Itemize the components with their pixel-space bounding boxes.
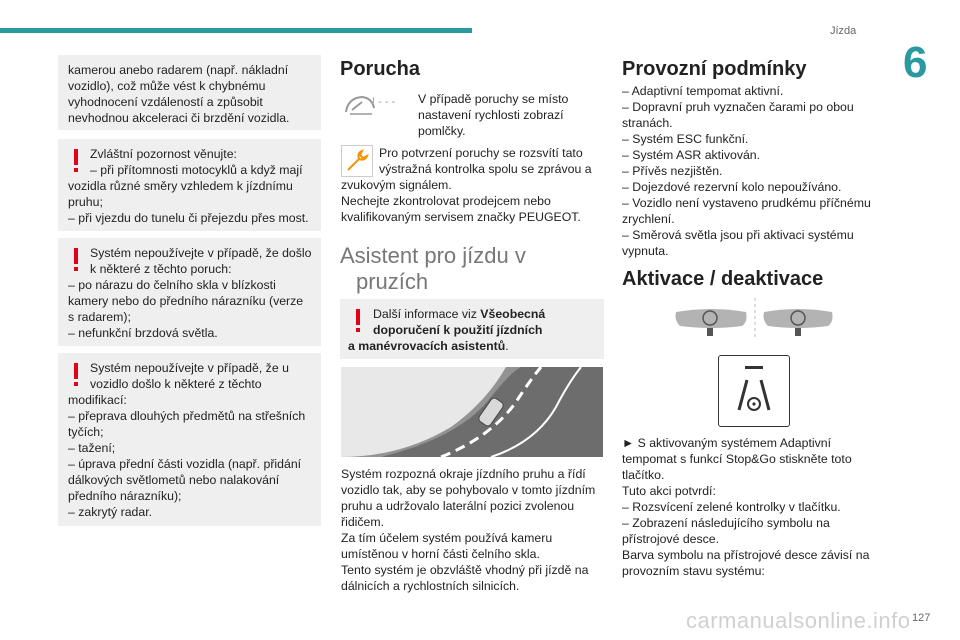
text-line: Pro potvrzení poruchy se rozsvítí tato xyxy=(379,146,583,160)
text-line: pruhu; xyxy=(68,195,103,209)
text-line: dálkových světlometů nebo nalakování xyxy=(68,473,280,487)
heading-line: Asistent pro jízdu v xyxy=(340,243,526,268)
text-line: vyhodnocení vzdáleností a způsobit xyxy=(68,95,263,109)
section-title: Jízda xyxy=(830,25,857,37)
lane-keep-button[interactable] xyxy=(718,355,790,427)
text-line: předního nárazníku); xyxy=(68,489,182,503)
text-line: tyčích; xyxy=(68,425,104,439)
text-line: vypnuta. xyxy=(622,244,669,258)
text-line: V případě poruchy se místo xyxy=(418,92,569,106)
warning-exclamation-icon xyxy=(72,149,80,173)
header-accent-bar xyxy=(0,28,472,33)
text-line: nevhodnou akceleraci či brzdění vozidla. xyxy=(68,111,290,125)
warning-exclamation-icon xyxy=(354,309,362,333)
heading-conditions: Provozní podmínky xyxy=(622,58,807,80)
text-line: nastavení rychlosti zobrazí xyxy=(418,108,564,122)
text-line: stranách. xyxy=(622,116,673,130)
text-line: Nechejte zkontrolovat prodejcem nebo xyxy=(341,194,551,208)
watermark: carmanualsonline.info xyxy=(686,608,911,633)
lane-illustration xyxy=(341,367,603,457)
link-text[interactable]: doporučení k použití jízdních xyxy=(373,323,543,337)
chapter-number: 6 xyxy=(903,38,928,87)
page-number: 127 xyxy=(912,612,931,624)
info-box xyxy=(340,299,604,359)
text-line: zrychlení. xyxy=(622,212,675,226)
lane-assist-body xyxy=(341,466,595,594)
text-line: – Směrová světla jsou při aktivaci systému xyxy=(622,228,854,242)
conditions-list xyxy=(622,83,871,259)
text-span: Další informace viz xyxy=(373,307,481,321)
text-line: s radarem); xyxy=(68,310,131,324)
text-line: modifikací: xyxy=(68,393,127,407)
text-line: Zvláštní pozornost věnujte: xyxy=(90,147,237,161)
fault-text xyxy=(418,91,568,139)
text-line: kamerou anebo radarem (např. nákladní xyxy=(68,63,289,77)
text-line: – zakrytý radar. xyxy=(68,505,153,519)
text-line: Tuto akci potvrdí: xyxy=(622,484,716,498)
text-line: – Systém ESC funkční. xyxy=(622,132,749,146)
text-line: – Přívěs nezjištěn. xyxy=(622,164,723,178)
text-line: Za tím účelem systém používá kameru xyxy=(341,531,553,545)
lane-assist-icon xyxy=(719,356,789,426)
text-line: – Zobrazení následujícího symbolu na xyxy=(622,516,830,530)
text-line: pruhu a udržovalo laterální pozici zvolenou xyxy=(341,499,575,513)
text-line: – při přítomnosti motocyklů a když mají xyxy=(90,163,303,177)
warning-box-modifications xyxy=(58,353,321,526)
text-line: – přeprava dlouhých předmětů na střešních xyxy=(68,409,306,423)
text-line: ► S aktivovaným systémem Adaptivní xyxy=(622,436,831,450)
text-line: zvukovým signálem. xyxy=(341,178,452,192)
text-line: tempomat s funkcí Stop&Go stiskněte toto xyxy=(622,452,852,466)
text-line: – Rozsvícení zelené kontrolky v tlačítku. xyxy=(622,500,841,514)
dash-display: ! - - - xyxy=(372,96,396,108)
text-line: řidičem. xyxy=(341,515,385,529)
text-line: k některé z těchto poruch: xyxy=(90,262,232,276)
text-line: Systém rozpozná okraje jízdního pruhu a řídí xyxy=(341,467,586,481)
fault-display-icon xyxy=(342,92,406,118)
text-line: – úprava přední části vozidla (např. přidání xyxy=(68,457,302,471)
heading-fault: Porucha xyxy=(340,58,421,80)
steering-wheel-illustration xyxy=(672,298,838,340)
text-line: vozidlo došlo k některé z těchto xyxy=(90,377,262,391)
steering-wheels-icon xyxy=(672,298,838,340)
warning-exclamation-icon xyxy=(72,363,80,387)
text-line: kamery nebo do předního nárazníku (verze xyxy=(68,294,304,308)
text-line: pomlčky. xyxy=(418,124,466,138)
warning-exclamation-icon xyxy=(72,248,80,272)
text-line: vozidlo tak, aby se pohybovalo v tomto jízdním xyxy=(341,483,596,497)
text-line: dálnicích a rychlostních silnicích. xyxy=(341,579,520,593)
text-line: – Dopravní pruh vyznačen čarami po obou xyxy=(622,100,854,114)
text-line: – Vozidlo není vystaveno prudkému příčnému xyxy=(622,196,871,210)
text-line: – Adaptivní tempomat aktivní. xyxy=(622,84,784,98)
text-line: umístěnou v horní části čelního skla. xyxy=(341,547,540,561)
text-line: – při vjezdu do tunelu či přejezdu přes most. xyxy=(68,211,309,225)
text-line: Barva symbolu na přístrojové desce závisí na xyxy=(622,548,870,562)
text-line: – nefunkční brzdová světla. xyxy=(68,326,218,340)
link-text[interactable]: a manévrovacích asistentů xyxy=(348,339,506,353)
text-line: výstražná kontrolka spolu se zprávou a xyxy=(379,162,592,176)
road-lane-image xyxy=(341,367,603,457)
note-box-continued xyxy=(58,55,321,130)
text-line: tlačítko. xyxy=(622,468,665,482)
activation-text xyxy=(622,435,869,579)
note-text xyxy=(341,145,611,225)
warning-box-faults xyxy=(58,238,321,346)
heading-line: pruzích xyxy=(356,269,429,294)
text-line: – Dojezdové rezervní kolo nepoužíváno. xyxy=(622,180,842,194)
heading-activation: Aktivace / deaktivace xyxy=(622,268,824,290)
text-line: přístrojové desce. xyxy=(622,532,720,546)
text-line: vozidlo), což může vést k chybnému xyxy=(68,79,266,93)
text-line: Systém nepoužívejte v případě, že u xyxy=(90,361,289,375)
warning-box-attention xyxy=(58,139,321,231)
heading-lane-assist xyxy=(340,243,526,295)
text-line: Tento systém je obzvláště vhodný při jízdě na xyxy=(341,563,589,577)
text-line: – tažení; xyxy=(68,441,116,455)
text-line: vozidla různé směry vzhledem k jízdnímu xyxy=(68,179,293,193)
text-line: Systém nepoužívejte v případě, že došlo xyxy=(90,246,312,260)
text-line: – Systém ASR aktivován. xyxy=(622,148,761,162)
link-text[interactable]: Všeobecná xyxy=(480,307,546,321)
text-line: kvalifikovaným servisem značky PEUGEOT. xyxy=(341,210,581,224)
text-line: provozním stavu systému: xyxy=(622,564,765,578)
text-span: . xyxy=(505,339,509,353)
text-line: – po nárazu do čelního skla v blízkosti xyxy=(68,278,276,292)
